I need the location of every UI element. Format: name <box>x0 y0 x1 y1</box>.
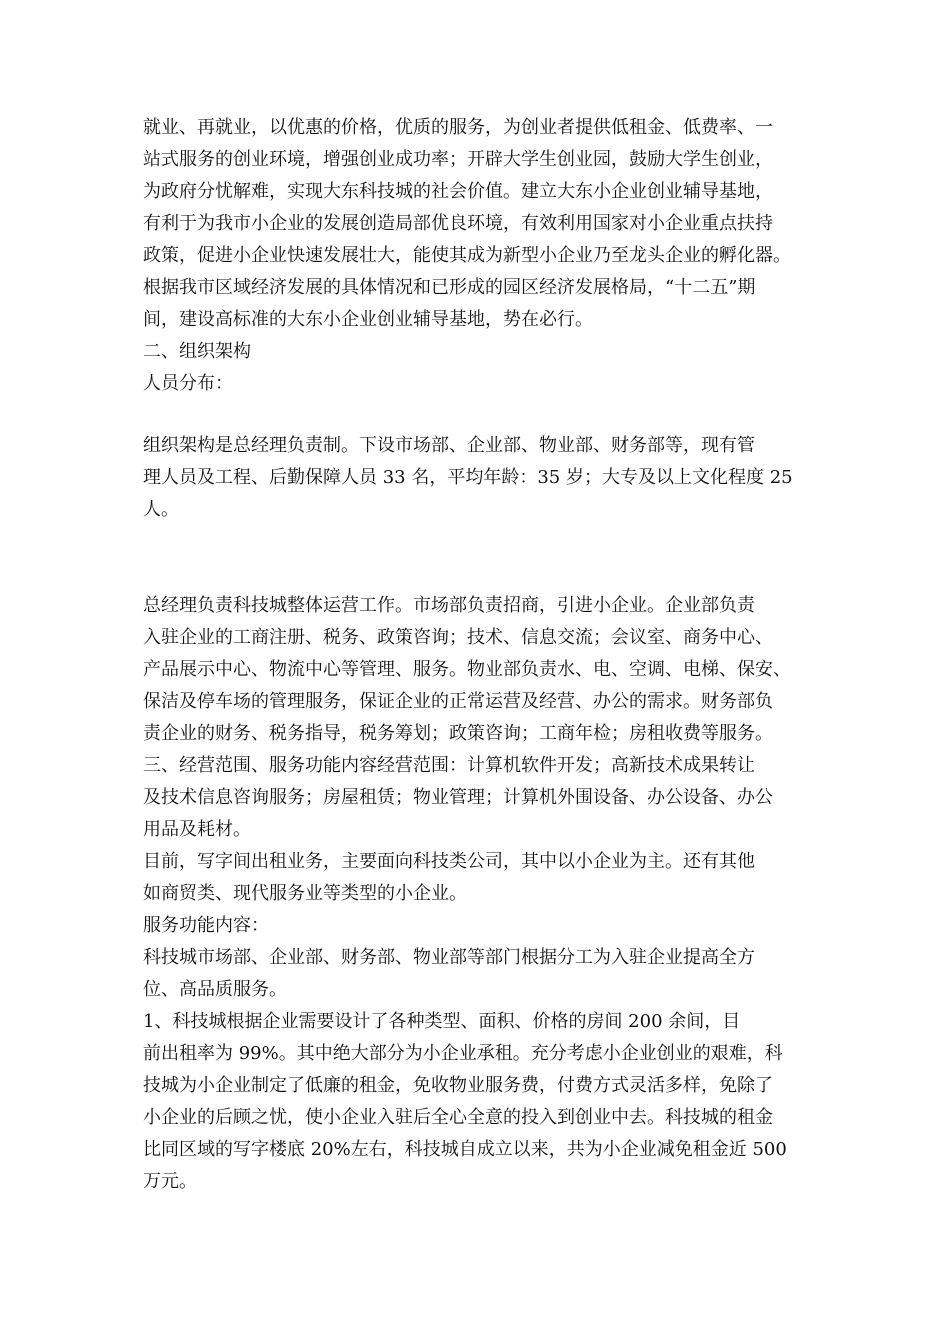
text-line: 1、科技城根据企业需要设计了各种类型、面积、价格的房间 200 余间，目 <box>143 1011 741 1032</box>
text-line: 人员分布： <box>143 373 233 394</box>
text-line: 服务功能内容： <box>143 915 269 936</box>
text-line: 根据我市区域经济发展的具体情况和已形成的园区经济发展格局，“十二五”期 <box>143 277 756 298</box>
text-line: 理人员及工程、后勤保障人员 33 名，平均年龄：35 岁；大专及以上文化程度 25 <box>143 467 793 488</box>
text-line: 政策，促进小企业快速发展壮大，能使其成为新型小企业乃至龙头企业的孵化器。 <box>143 245 791 266</box>
text-line: 组织架构是总经理负责制。下设市场部、企业部、物业部、财务部等，现有管 <box>143 435 755 456</box>
text-line: 为政府分忧解难，实现大东科技城的社会价值。建立大东小企业创业辅导基地， <box>143 181 773 202</box>
text-line: 目前，写字间出租业务，主要面向科技类公司，其中以小企业为主。还有其他 <box>143 851 755 872</box>
text-line: 有利于为我市小企业的发展创造局部优良环境，有效利用国家对小企业重点扶持 <box>143 213 773 234</box>
text-line: 科技城市场部、企业部、财务部、物业部等部门根据分工为入驻企业提高全方 <box>143 947 755 968</box>
text-line: 人。 <box>143 499 179 520</box>
text-line: 如商贸类、现代服务业等类型的小企业。 <box>143 883 467 904</box>
text-line: 产品展示中心、物流中心等管理、服务。物业部负责水、电、空调、电梯、保安、 <box>143 659 791 680</box>
text-line: 保洁及停车场的管理服务，保证企业的正常运营及经营、办公的需求。财务部负 <box>143 691 773 712</box>
text-line: 技城为小企业制定了低廉的租金，免收物业服务费，付费方式灵活多样，免除了 <box>143 1075 773 1096</box>
text-line: 站式服务的创业环境，增强创业成功率；开辟大学生创业园，鼓励大学生创业， <box>143 149 773 170</box>
text-line: 责企业的财务、税务指导，税务筹划；政策咨询；工商年检；房租收费等服务。 <box>143 723 773 744</box>
section-heading: 三、经营范围、服务功能内容经营范围：计算机软件开发；高新技术成果转让 <box>143 755 755 776</box>
text-line: 万元。 <box>143 1171 197 1192</box>
text-line: 位、高品质服务。 <box>143 979 287 1000</box>
text-line: 用品及耗材。 <box>143 819 251 840</box>
text-line: 及技术信息咨询服务；房屋租赁；物业管理；计算机外围设备、办公设备、办公 <box>143 787 773 808</box>
text-line: 前出租率为 99%。其中绝大部分为小企业承租。充分考虑小企业创业的艰难，科 <box>143 1043 783 1064</box>
text-line: 间，建设高标准的大东小企业创业辅导基地，势在必行。 <box>143 309 593 330</box>
text-line: 总经理负责科技城整体运营工作。市场部负责招商，引进小企业。企业部负责 <box>143 595 755 616</box>
section-heading: 二、组织架构 <box>143 341 251 362</box>
text-line: 小企业的后顾之忧，使小企业入驻后全心全意的投入到创业中去。科技城的租金 <box>143 1107 773 1128</box>
text-line: 就业、再就业，以优惠的价格，优质的服务，为创业者提供低租金、低费率、一 <box>143 117 773 138</box>
text-line: 比同区域的写字楼底 20%左右，科技城自成立以来，共为小企业减免租金近 500 <box>143 1139 787 1160</box>
text-line: 入驻企业的工商注册、税务、政策咨询；技术、信息交流；会议室、商务中心、 <box>143 627 773 648</box>
